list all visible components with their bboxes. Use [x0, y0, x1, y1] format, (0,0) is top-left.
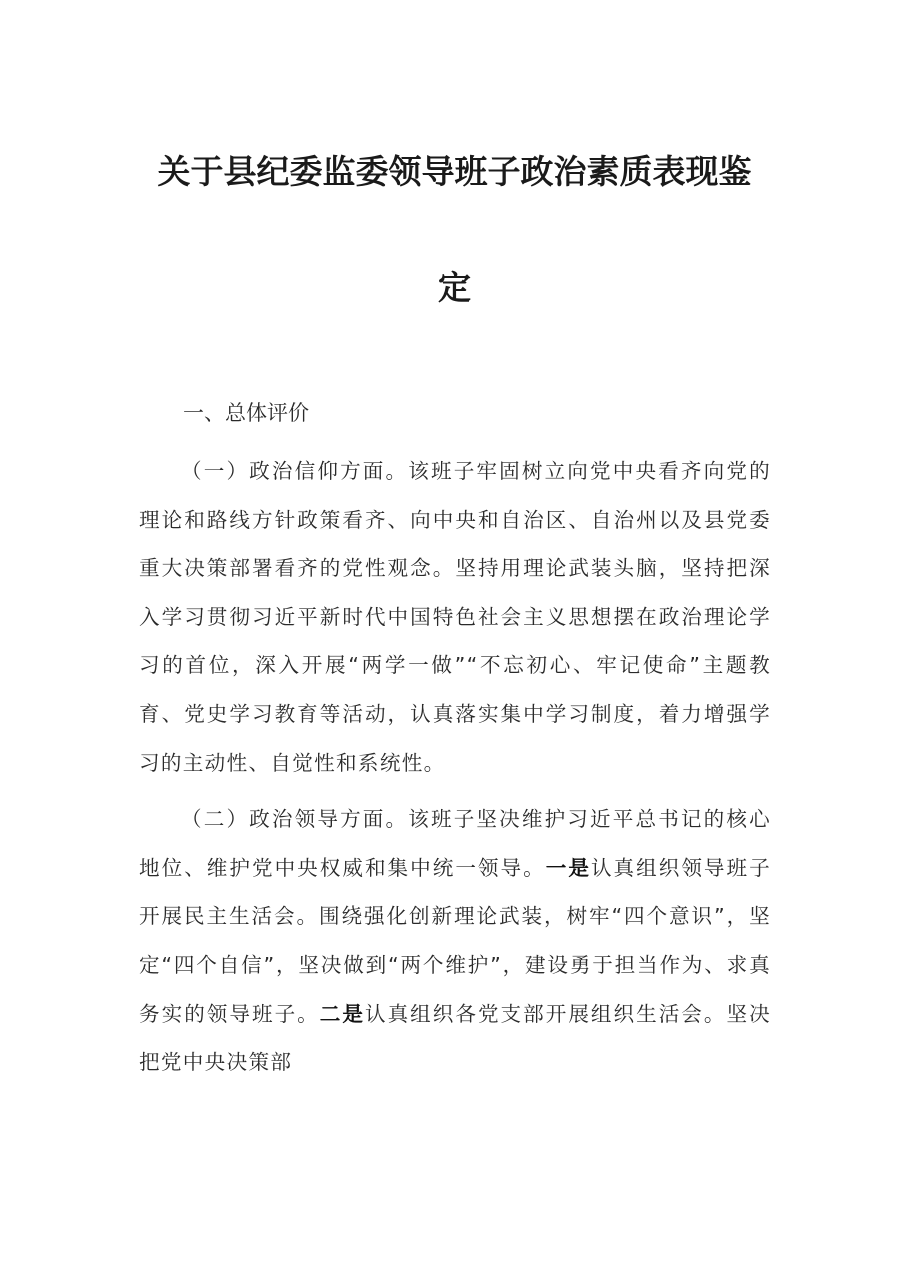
document-body	[139, 393, 771, 1087]
section-heading: 一、总体评价	[183, 401, 309, 425]
paragraph-political-belief: （一）政治信仰方面。该班子牢固树立向党中央看齐向党的理论和路线方针政策看齐、向中央和自治区、自治州以及县党委重大决策部署看齐的党性观念。坚持用理论武装头脑，坚持把深入学习贯彻习近平新时代中国特色社会主义思想摆在政治理论学习的首位，深入开展“两学一做”“不忘初心、牢记使命”主题教育、党史学习教育等活动，认真落实集中学习制度，着力增强学习的主动性、自觉性和系统性。	[139, 459, 771, 775]
document-title-line-2: 定	[438, 268, 471, 307]
paragraph-political-leadership	[139, 795, 771, 1087]
document-title-line-1: 关于县纪委监委领导班子政治素质表现鉴	[157, 152, 752, 191]
paragraph-text: 认真组织领导班子开展民主生活会。围绕强化创新理论武装，树牢“四个意识”，坚定“四个自信”，坚决做到“两个维护”，建设勇于担当作为、求真务实的领导班子。	[139, 855, 772, 1026]
paragraph-text: 认真组织各党支部开展组织生活会。坚决把党中央决策部	[139, 1001, 771, 1075]
bold-marker-first: 一是	[545, 855, 591, 880]
paragraph-text: （二）政治领导方面。该班子坚决维护习近平总书记的核心地位、维护党中央权威和集中统一领导。	[139, 807, 771, 880]
bold-marker-second: 二是	[319, 1001, 365, 1026]
